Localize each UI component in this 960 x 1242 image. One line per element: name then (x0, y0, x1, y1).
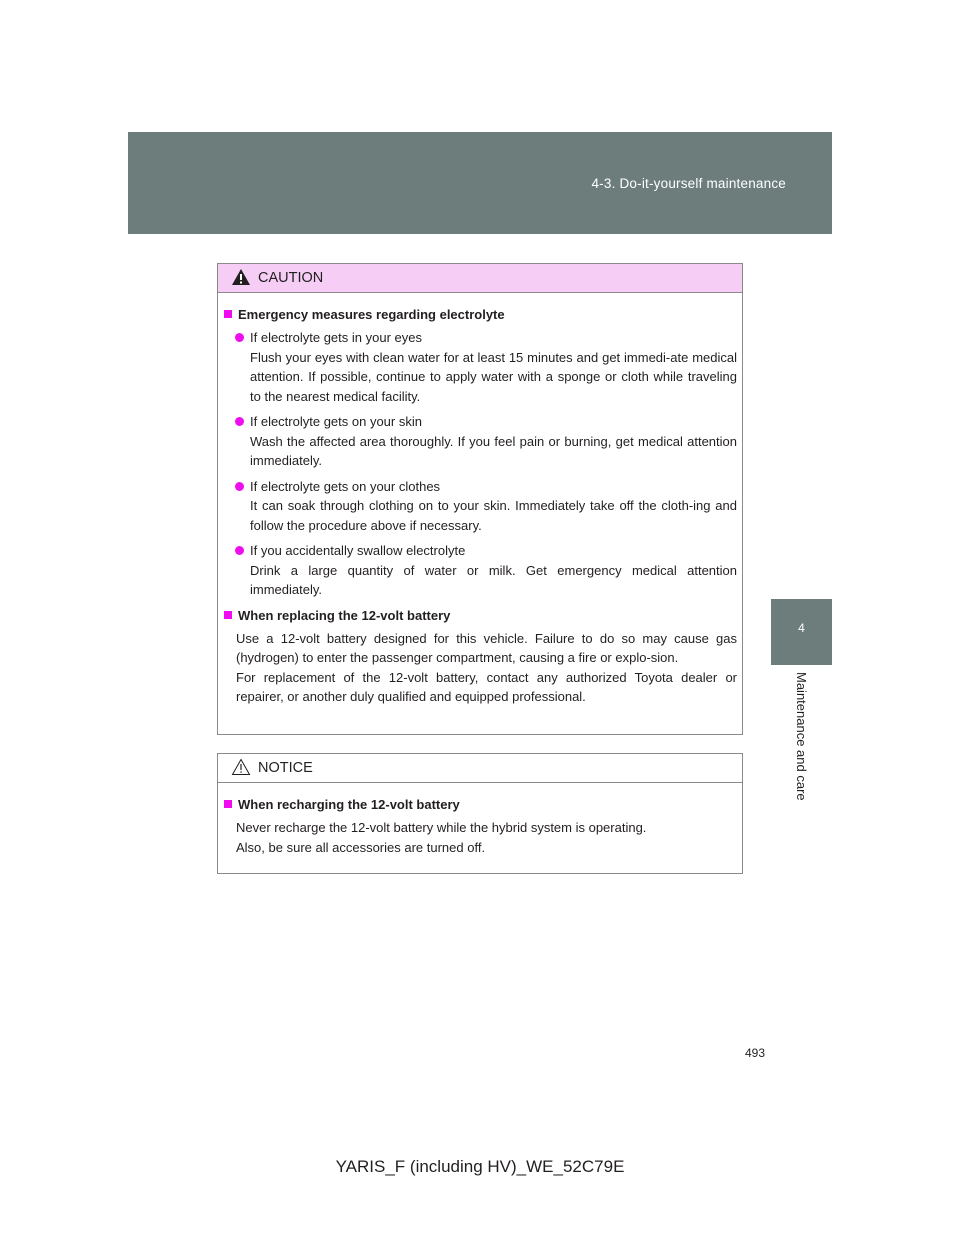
heading-text: When recharging the 12-volt battery (238, 797, 460, 812)
item-title: If electrolyte gets on your clothes (250, 478, 441, 494)
square-bullet-icon (224, 310, 232, 318)
square-bullet-icon (224, 611, 232, 619)
paragraph (218, 629, 742, 707)
list-item (218, 541, 742, 600)
item-text: Wash the affected area thoroughly. If you feel pain or burning, get medical attention immediately. (250, 433, 737, 468)
heading-text: Emergency measures regarding electrolyte (238, 307, 505, 322)
notice-header (218, 754, 742, 783)
document-footer: YARIS_F (including HV)_WE_52C79E (335, 1157, 625, 1176)
item-text: Drink a large quantity of water or milk. Get emergency medical attention immediately. (250, 562, 737, 597)
round-bullet-icon (235, 482, 244, 491)
chapter-label-container (792, 672, 812, 822)
paragraph-text: Also, be sure all accessories are turned off. (236, 839, 486, 855)
notice-body (218, 783, 742, 857)
caution-title: CAUTION (258, 270, 324, 286)
notice-title: NOTICE (258, 760, 313, 776)
list-item (218, 477, 742, 536)
round-bullet-icon (235, 417, 244, 426)
warning-triangle-outline-icon (231, 758, 251, 776)
caution-body (218, 293, 742, 707)
paragraph-text: Use a 12-volt battery designed for this vehicle. Failure to do so may cause gas (hydrogen) to enter the passenger compartment, causing a fire or explo-sion. (236, 630, 737, 665)
item-text: Flush your eyes with clean water for at least 15 minutes and get immedi-ate medical attention. If possible, continue to apply water with a sponge or cloth while traveling to the nearest medical facility. (250, 349, 737, 404)
caution-header (218, 264, 742, 293)
paragraph-text: Never recharge the 12-volt battery while the hybrid system is operating. (236, 820, 647, 835)
caution-section-heading (218, 608, 742, 623)
page-number: 493 (745, 1046, 766, 1060)
caution-section-heading (218, 307, 742, 322)
notice-box (217, 753, 743, 874)
list-item (218, 412, 742, 471)
heading-text: When replacing the 12-volt battery (238, 607, 451, 623)
item-title: If electrolyte gets in your eyes (250, 330, 422, 345)
chapter-tab (771, 599, 832, 665)
round-bullet-icon (235, 546, 244, 555)
paragraph (218, 818, 742, 857)
chapter-label: Maintenance and care (794, 672, 809, 801)
round-bullet-icon (235, 333, 244, 342)
notice-heading (218, 797, 742, 812)
section-header-bar (128, 132, 832, 234)
item-title: If you accidentally swallow electrolyte (250, 543, 466, 558)
item-text: It can soak through clothing on to your skin. Immediately take off the cloth-ing and follow the procedure above if necessary. (250, 498, 737, 533)
warning-triangle-icon (231, 268, 251, 286)
paragraph-text: For replacement of the 12-volt battery, contact any authorized Toyota dealer or repairer, or another duly qualified and equipped professional. (236, 669, 737, 704)
square-bullet-icon (224, 800, 232, 808)
list-item (218, 328, 742, 406)
caution-box (217, 263, 743, 735)
item-title: If electrolyte gets on your skin (250, 414, 422, 429)
chapter-number: 4 (798, 621, 805, 635)
section-title: 4-3. Do-it-yourself maintenance (591, 176, 786, 191)
